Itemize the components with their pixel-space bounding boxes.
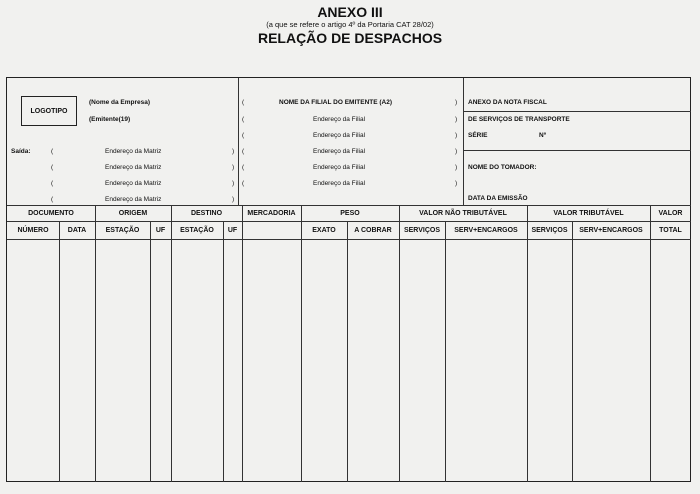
header-divider — [238, 78, 239, 205]
col-peso-exato: EXATO — [312, 227, 336, 234]
column-line — [242, 205, 243, 482]
group-documento: DOCUMENTO — [28, 210, 74, 217]
column-line — [95, 205, 96, 482]
branch-title: NOME DA FILIAL DO EMITENTE (A2) — [279, 99, 393, 106]
header-divider — [463, 78, 464, 205]
column-line — [150, 221, 151, 482]
paren-open: ( — [51, 196, 54, 203]
column-line — [399, 205, 400, 482]
column-line — [445, 221, 446, 482]
group-origem: ORIGEM — [118, 210, 148, 217]
matriz-address: Endereço da Matriz — [105, 196, 162, 203]
column-line — [223, 221, 224, 482]
column-line — [527, 205, 528, 482]
col-destino-uf: UF — [227, 227, 238, 234]
filial-address: Endereço da Filial — [313, 164, 366, 171]
paren-open: ( — [51, 148, 54, 155]
group-valor: VALOR — [658, 210, 683, 217]
paren-close: ) — [455, 164, 458, 171]
paren-open: ( — [242, 180, 245, 187]
col-t-serv-encargos: SERV+ENCARGOS — [579, 227, 643, 234]
paren-close: ) — [232, 180, 235, 187]
paren-open: ( — [242, 164, 245, 171]
paren-open: ( — [51, 180, 54, 187]
filial-address: Endereço da Filial — [313, 180, 366, 187]
paren-open: ( — [242, 148, 245, 155]
matriz-address: Endereço da Matriz — [105, 180, 162, 187]
dispatch-form — [6, 77, 691, 482]
numero-label: Nº — [539, 132, 547, 139]
paren-close: ) — [455, 132, 458, 139]
filial-address: Endereço da Filial — [313, 116, 366, 123]
col-origem-uf: UF — [155, 227, 166, 234]
emissao-label: DATA DA EMISSÃO — [468, 195, 528, 202]
logo-box: LOGOTIPO — [21, 96, 77, 126]
filial-address: Endereço da Filial — [313, 132, 366, 139]
column-line — [650, 205, 651, 482]
column-line — [301, 205, 302, 482]
col-data: DATA — [67, 227, 87, 234]
col-t-servicos: SERVIÇOS — [531, 227, 568, 234]
paren-close: ) — [232, 148, 235, 155]
column-line — [572, 221, 573, 482]
matriz-address: Endereço da Matriz — [105, 148, 162, 155]
company-name: (Nome da Empresa) — [89, 99, 151, 106]
paren-open: ( — [242, 99, 245, 106]
paren-open: ( — [242, 132, 245, 139]
paren-open: ( — [51, 164, 54, 171]
invoice-divider — [463, 111, 691, 112]
table-top-rule — [7, 205, 691, 206]
paren-close: ) — [455, 180, 458, 187]
col-numero: NÚMERO — [17, 227, 49, 234]
serie-label: SÉRIE — [468, 132, 488, 139]
group-mercadoria: MERCADORIA — [247, 210, 296, 217]
column-line — [171, 205, 172, 482]
sender: (Emitente(19) — [89, 116, 131, 123]
column-line — [347, 221, 348, 482]
annex-subtitle: (a que se refere o artigo 4º da Portaria CAT 28/02) — [266, 20, 434, 29]
matriz-address: Endereço da Matriz — [105, 164, 162, 171]
col-origem-estacao: ESTAÇÃO — [105, 227, 140, 234]
invoice-annex: ANEXO DA NOTA FISCAL — [468, 99, 547, 106]
paren-open: ( — [242, 116, 245, 123]
paren-close: ) — [232, 196, 235, 203]
saida-label: Saída: — [11, 148, 31, 155]
group-valor-nao-tributavel: VALOR NÃO TRIBUTÁVEL — [419, 210, 507, 217]
column-line — [59, 221, 60, 482]
group-destino: DESTINO — [190, 210, 223, 217]
transport-services: DE SERVIÇOS DE TRANSPORTE — [468, 116, 570, 123]
filial-address: Endereço da Filial — [313, 148, 366, 155]
paren-close: ) — [455, 148, 458, 155]
col-nt-serv-encargos: SERV+ENCARGOS — [454, 227, 518, 234]
col-nt-servicos: SERVIÇOS — [403, 227, 441, 234]
invoice-divider — [463, 150, 691, 151]
table-group-rule — [7, 221, 691, 222]
paren-close: ) — [455, 116, 458, 123]
col-peso-a-cobrar: A COBRAR — [354, 227, 392, 234]
tomador-label: NOME DO TOMADOR: — [468, 164, 537, 171]
annex-title: ANEXO III — [317, 4, 383, 20]
table-header-rule — [7, 239, 691, 240]
col-valor-total: TOTAL — [659, 227, 682, 234]
group-peso: PESO — [340, 210, 360, 217]
paren-close: ) — [232, 164, 235, 171]
paren-close: ) — [455, 99, 458, 106]
col-destino-estacao: ESTAÇÃO — [180, 227, 214, 234]
form-heading: RELAÇÃO DE DESPACHOS — [257, 30, 443, 46]
group-valor-tributavel: VALOR TRIBUTÁVEL — [553, 210, 624, 217]
